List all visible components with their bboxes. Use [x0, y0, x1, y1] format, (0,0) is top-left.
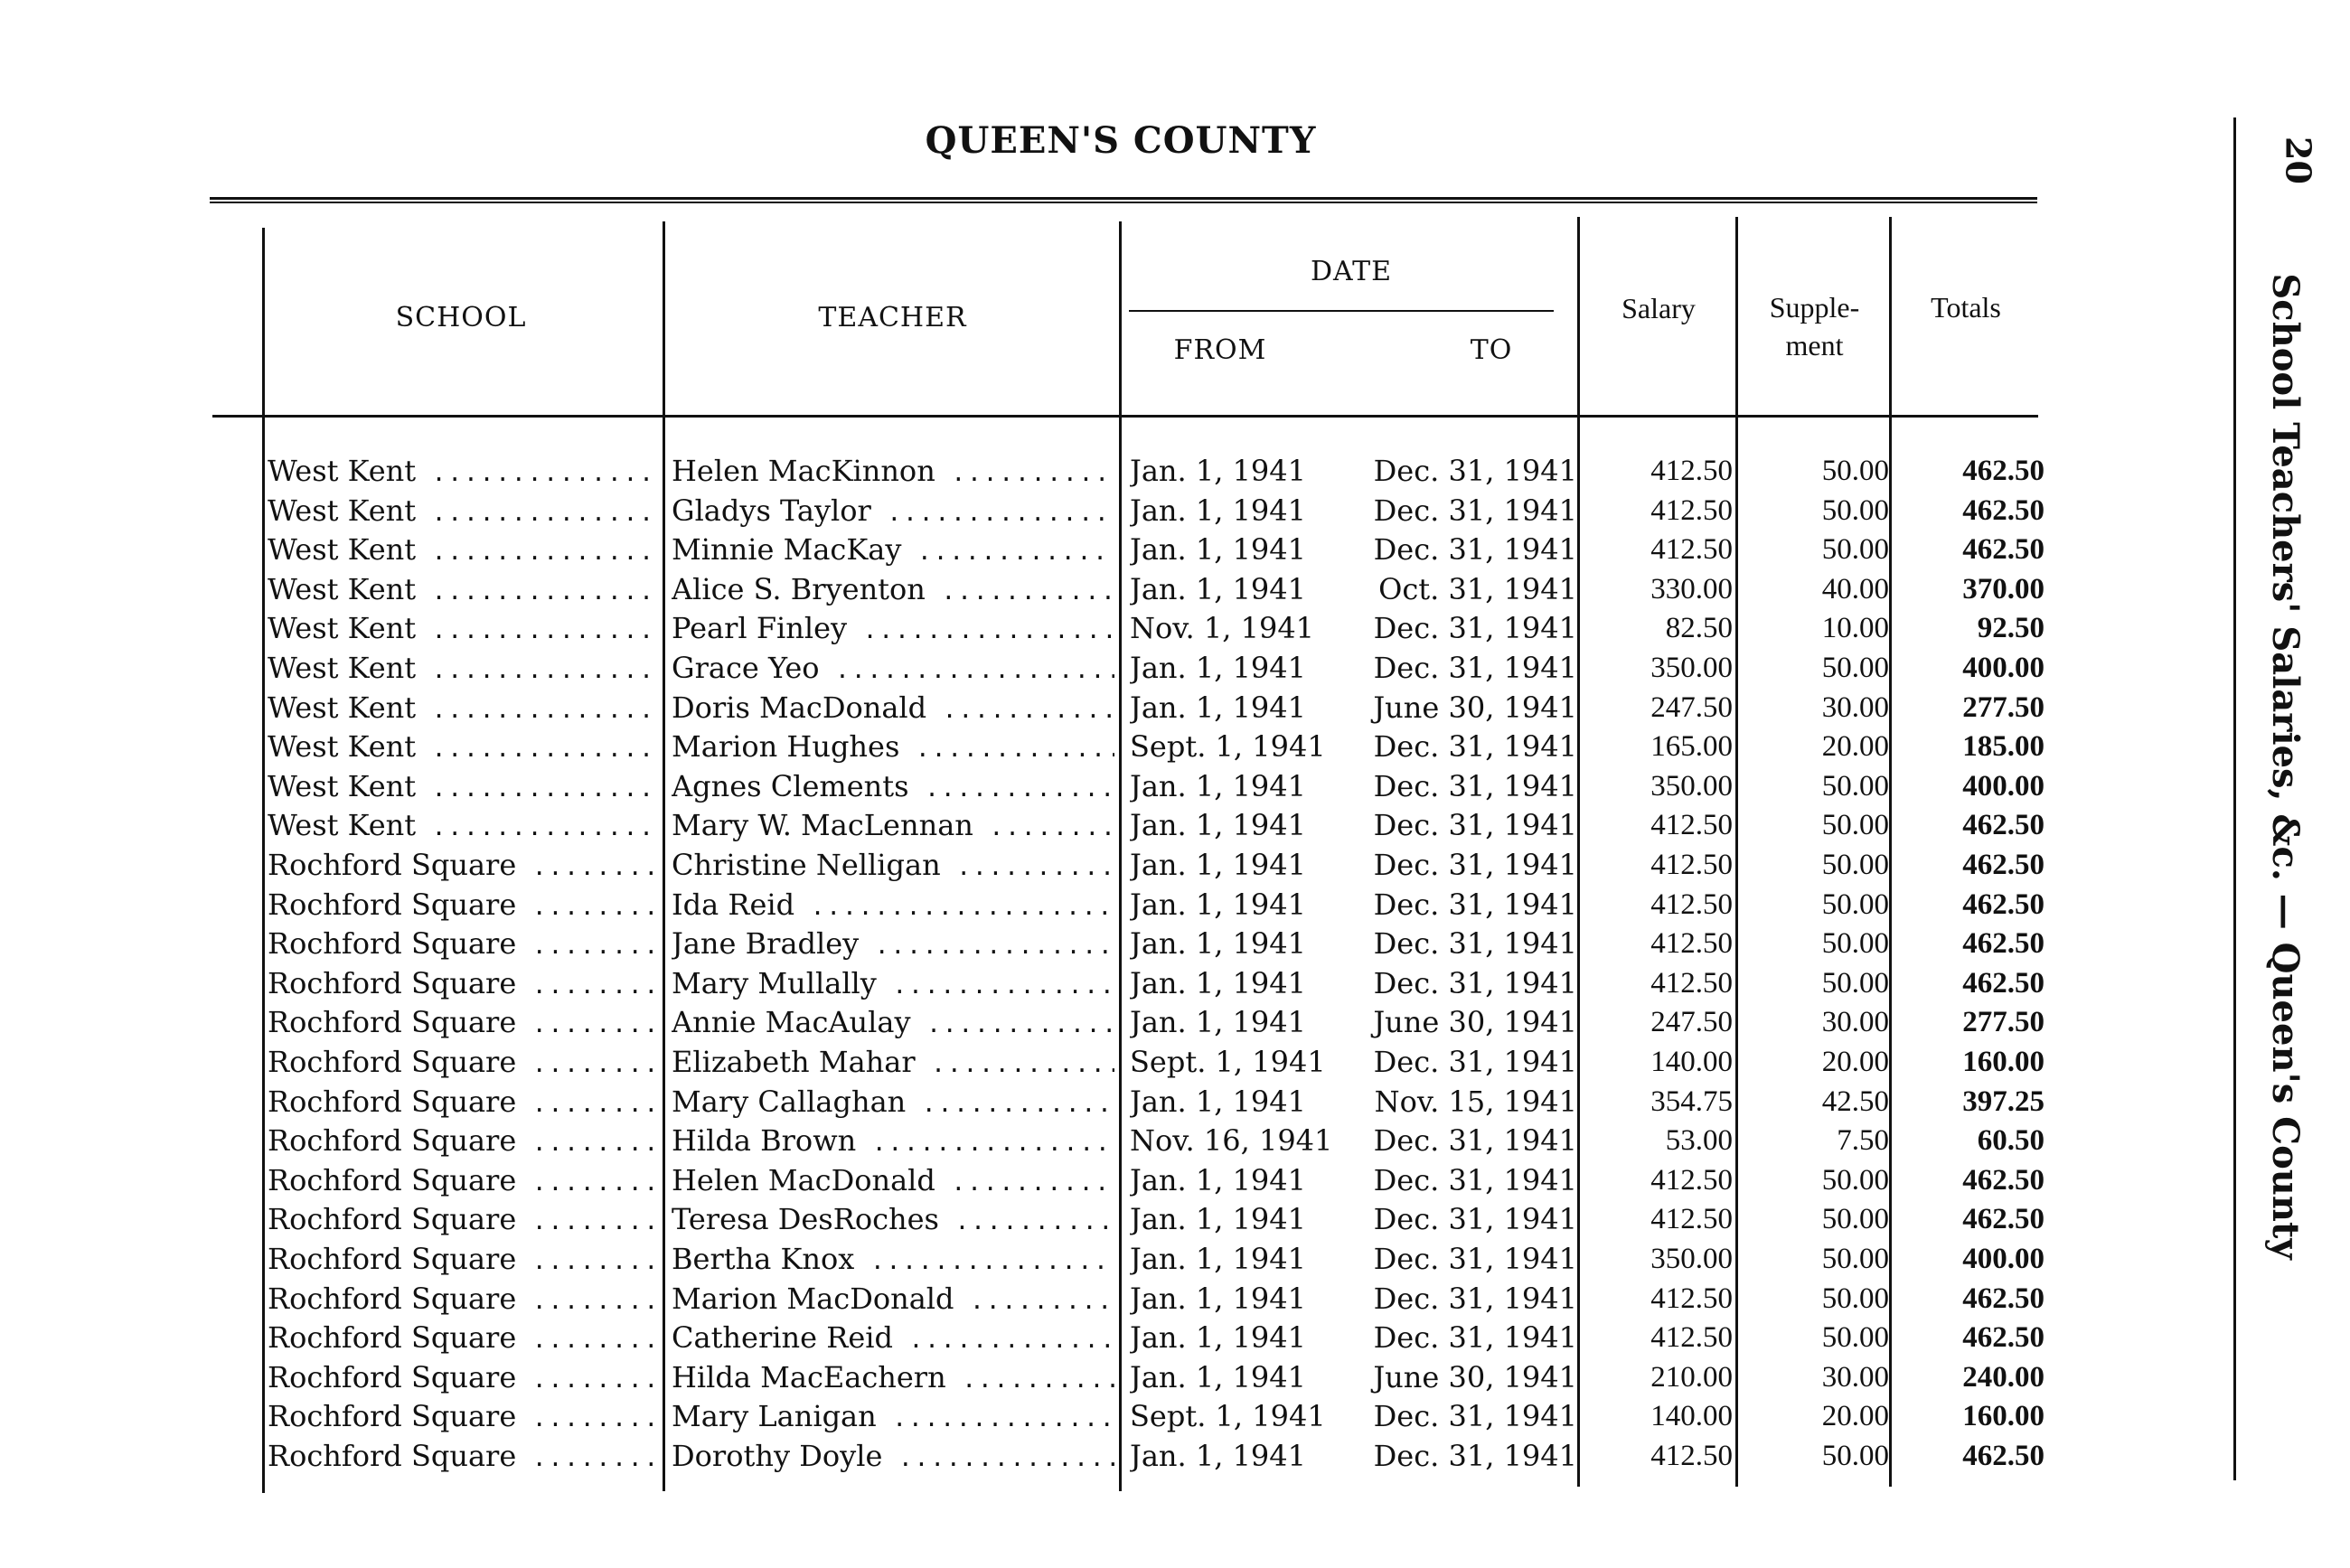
school-cell: Rochford Square .....: [268, 1200, 654, 1239]
table-row: [0, 806, 2350, 845]
date-from-cell: Jan. 1, 1941: [1130, 571, 1306, 606]
date-to-cell: Dec. 31, 1941: [1373, 532, 1577, 568]
salary-cell: 140.00: [1650, 1400, 1733, 1433]
total-cell: 277.50: [1962, 1006, 2044, 1039]
teacher-cell: Hilda Brown .....: [672, 1122, 1114, 1160]
total-cell: 462.50: [1962, 1203, 2044, 1236]
date-from-cell: Jan. 1, 1941: [1130, 1320, 1306, 1356]
salary-cell: 247.50: [1650, 1006, 1733, 1039]
date-to-cell: Nov. 15, 1941: [1374, 1084, 1577, 1119]
supplement-cell: 20.00: [1821, 1400, 1889, 1433]
salary-cell: 412.50: [1650, 1203, 1733, 1236]
total-cell: 185.00: [1962, 730, 2044, 764]
school-cell: West Kent .....: [268, 649, 654, 688]
supplement-cell: 50.00: [1821, 966, 1889, 1000]
header-double-rule: [210, 197, 2037, 203]
teacher-cell: Dorothy Doyle .....: [672, 1437, 1114, 1476]
school-cell: Rochford Square .....: [268, 1319, 654, 1357]
date-to-cell: Dec. 31, 1941: [1373, 1162, 1577, 1197]
table-row: [0, 609, 2350, 648]
date-from-cell: Nov. 1, 1941: [1130, 611, 1315, 646]
salary-cell: 412.50: [1650, 927, 1733, 961]
table-row: [0, 1161, 2350, 1200]
supplement-cell: 30.00: [1821, 690, 1889, 724]
salary-cell: 82.50: [1665, 612, 1733, 645]
teacher-cell: Mary Callaghan .....: [672, 1083, 1114, 1122]
total-cell: 462.50: [1962, 849, 2044, 881]
school-cell: Rochford Square .....: [268, 1122, 654, 1160]
teacher-cell: Elizabeth Mahar .....: [672, 1043, 1114, 1082]
date-to-cell: Dec. 31, 1941: [1373, 926, 1577, 962]
table-row: [0, 1397, 2350, 1436]
date-to-cell: Dec. 31, 1941: [1373, 848, 1577, 882]
date-to-cell: Dec. 31, 1941: [1373, 965, 1577, 1000]
supplement-cell: 50.00: [1821, 455, 1889, 487]
salary-cell: 412.50: [1650, 1163, 1733, 1197]
date-from-cell: Jan. 1, 1941: [1130, 493, 1306, 528]
header-from: FROM: [1173, 334, 1267, 366]
table-row: [0, 1122, 2350, 1160]
supplement-cell: 50.00: [1821, 1243, 1889, 1275]
date-from-cell: Jan. 1, 1941: [1130, 768, 1306, 803]
salary-cell: 350.00: [1650, 1243, 1733, 1275]
supplement-cell: 20.00: [1821, 730, 1889, 764]
table-row: [0, 570, 2350, 609]
salary-cell: 210.00: [1650, 1360, 1733, 1394]
total-cell: 462.50: [1962, 1163, 2044, 1197]
table-row: [0, 846, 2350, 885]
salary-cell: 412.50: [1650, 493, 1733, 527]
header-salary: Salary: [1622, 292, 1696, 324]
school-cell: Rochford Square .....: [268, 1003, 654, 1042]
school-cell: West Kent .....: [268, 728, 654, 766]
teacher-cell: Bertha Knox .....: [672, 1240, 1114, 1279]
table-row: [0, 1437, 2350, 1476]
date-to-cell: Dec. 31, 1941: [1373, 1399, 1577, 1434]
school-cell: West Kent .....: [268, 570, 654, 609]
school-cell: West Kent .....: [268, 806, 654, 845]
date-from-cell: Jan. 1, 1941: [1130, 926, 1306, 962]
total-cell: 462.50: [1962, 887, 2044, 921]
supplement-cell: 20.00: [1821, 1046, 1889, 1078]
header-bottom-rule: [212, 415, 2038, 418]
total-cell: 92.50: [1977, 612, 2044, 645]
total-cell: 160.00: [1962, 1400, 2044, 1433]
teacher-cell: Annie MacAulay .....: [672, 1003, 1114, 1042]
school-cell: Rochford Square .....: [268, 1240, 654, 1279]
salary-cell: 247.50: [1650, 690, 1733, 724]
total-cell: 240.00: [1962, 1360, 2044, 1394]
date-to-cell: Dec. 31, 1941: [1373, 1045, 1577, 1079]
total-cell: 462.50: [1962, 966, 2044, 1000]
supplement-cell: 50.00: [1821, 1163, 1889, 1197]
date-from-cell: Jan. 1, 1941: [1130, 532, 1306, 568]
teacher-cell: Ida Reid .....: [672, 886, 1114, 925]
date-to-cell: Dec. 31, 1941: [1373, 768, 1577, 803]
date-from-cell: Jan. 1, 1941: [1130, 690, 1306, 725]
school-cell: Rochford Square .....: [268, 964, 654, 1003]
date-to-cell: Oct. 31, 1941: [1378, 571, 1577, 606]
salary-cell: 412.50: [1650, 1321, 1733, 1355]
date-from-cell: Jan. 1, 1941: [1130, 651, 1306, 685]
teacher-cell: Alice S. Bryenton .....: [672, 570, 1114, 609]
total-cell: 462.50: [1962, 1282, 2044, 1315]
date-to-cell: June 30, 1941: [1373, 1005, 1577, 1040]
teacher-cell: Grace Yeo .....: [672, 649, 1114, 688]
table-row: [0, 530, 2350, 569]
teacher-cell: Gladys Taylor .....: [672, 492, 1114, 530]
total-cell: 462.50: [1962, 533, 2044, 567]
teacher-cell: Jane Bradley .....: [672, 925, 1114, 963]
table-row: [0, 1200, 2350, 1239]
header-to: TO: [1470, 334, 1513, 366]
date-to-cell: June 30, 1941: [1373, 690, 1577, 725]
date-to-cell: Dec. 31, 1941: [1373, 493, 1577, 528]
table-row: [0, 689, 2350, 728]
teacher-cell: Pearl Finley .....: [672, 609, 1114, 648]
salary-cell: 412.50: [1650, 1282, 1733, 1315]
date-from-cell: Jan. 1, 1941: [1130, 1439, 1306, 1473]
school-cell: Rochford Square .....: [268, 1437, 654, 1476]
header-school: SCHOOL: [395, 302, 527, 333]
supplement-cell: 50.00: [1821, 533, 1889, 567]
supplement-cell: 40.00: [1821, 572, 1889, 606]
teacher-cell: Minnie MacKay .....: [672, 530, 1114, 569]
school-cell: Rochford Square .....: [268, 1161, 654, 1200]
total-cell: 400.00: [1962, 769, 2044, 803]
teacher-cell: Mary W. MacLennan .....: [672, 806, 1114, 845]
table-row: [0, 728, 2350, 766]
total-cell: 462.50: [1962, 493, 2044, 527]
date-to-cell: Dec. 31, 1941: [1373, 887, 1577, 922]
school-cell: West Kent .....: [268, 767, 654, 806]
header-teacher: TEACHER: [818, 302, 967, 333]
table-row: [0, 492, 2350, 530]
total-cell: 400.00: [1962, 652, 2044, 684]
teacher-cell: Agnes Clements .....: [672, 767, 1114, 806]
date-header-rule: [1129, 310, 1554, 312]
salary-cell: 330.00: [1650, 572, 1733, 606]
header-supplement-line2: ment: [1785, 329, 1844, 361]
salary-cell: 350.00: [1650, 769, 1733, 803]
teacher-cell: Christine Nelligan .....: [672, 846, 1114, 885]
date-to-cell: Dec. 31, 1941: [1373, 1281, 1577, 1316]
supplement-cell: 30.00: [1821, 1360, 1889, 1394]
total-cell: 462.50: [1962, 1321, 2044, 1355]
date-from-cell: Jan. 1, 1941: [1130, 1162, 1306, 1197]
date-to-cell: Dec. 31, 1941: [1373, 1123, 1577, 1159]
salary-cell: 350.00: [1650, 652, 1733, 684]
header-supplement-line1: Supple-: [1769, 291, 1860, 324]
date-from-cell: Sept. 1, 1941: [1130, 729, 1326, 765]
supplement-cell: 50.00: [1821, 849, 1889, 881]
date-from-cell: Jan. 1, 1941: [1130, 1202, 1306, 1237]
teacher-cell: Doris MacDonald .....: [672, 689, 1114, 728]
supplement-cell: 50.00: [1821, 652, 1889, 684]
total-cell: 397.25: [1962, 1084, 2044, 1118]
running-head: School Teachers' Salaries, &c. — Queen's County: [2264, 273, 2307, 1260]
school-cell: West Kent .....: [268, 452, 654, 491]
school-cell: Rochford Square .....: [268, 1083, 654, 1122]
salary-cell: 412.50: [1650, 887, 1733, 921]
page-title: QUEEN'S COUNTY: [925, 119, 1317, 162]
date-from-cell: Jan. 1, 1941: [1130, 808, 1306, 843]
table-row: [0, 886, 2350, 925]
supplement-cell: 50.00: [1821, 927, 1889, 961]
school-cell: West Kent .....: [268, 492, 654, 530]
supplement-cell: 30.00: [1821, 1006, 1889, 1039]
date-from-cell: Jan. 1, 1941: [1130, 887, 1306, 922]
school-cell: Rochford Square .....: [268, 925, 654, 963]
date-from-cell: Jan. 1, 1941: [1130, 965, 1306, 1000]
date-from-cell: Jan. 1, 1941: [1130, 1005, 1306, 1040]
school-cell: Rochford Square .....: [268, 1280, 654, 1319]
supplement-cell: 50.00: [1821, 769, 1889, 803]
date-from-cell: Jan. 1, 1941: [1130, 454, 1306, 488]
supplement-cell: 50.00: [1821, 1203, 1889, 1236]
date-to-cell: Dec. 31, 1941: [1373, 651, 1577, 685]
school-cell: West Kent .....: [268, 530, 654, 569]
school-cell: Rochford Square .....: [268, 1043, 654, 1082]
teacher-cell: Catherine Reid .....: [672, 1319, 1114, 1357]
school-cell: Rochford Square .....: [268, 1397, 654, 1436]
salary-cell: 165.00: [1650, 730, 1733, 764]
table-row: [0, 1240, 2350, 1279]
salary-cell: 412.50: [1650, 533, 1733, 567]
date-to-cell: Dec. 31, 1941: [1373, 611, 1577, 646]
date-from-cell: Jan. 1, 1941: [1130, 1359, 1306, 1394]
date-from-cell: Jan. 1, 1941: [1130, 1084, 1306, 1119]
supplement-cell: 10.00: [1821, 612, 1889, 645]
table-row: [0, 925, 2350, 963]
teacher-cell: Helen MacDonald .....: [672, 1161, 1114, 1200]
date-to-cell: Dec. 31, 1941: [1373, 729, 1577, 765]
header-date: DATE: [1311, 256, 1392, 287]
supplement-cell: 50.00: [1821, 1282, 1889, 1315]
table-row: [0, 1083, 2350, 1122]
table-row: [0, 767, 2350, 806]
date-to-cell: Dec. 31, 1941: [1373, 1320, 1577, 1356]
total-cell: 462.50: [1962, 927, 2044, 961]
total-cell: 462.50: [1962, 455, 2044, 487]
date-to-cell: June 30, 1941: [1373, 1359, 1577, 1394]
date-to-cell: Dec. 31, 1941: [1373, 1202, 1577, 1237]
date-to-cell: Dec. 31, 1941: [1373, 1439, 1577, 1473]
total-cell: 462.50: [1962, 1440, 2044, 1472]
total-cell: 370.00: [1962, 572, 2044, 606]
salary-cell: 140.00: [1650, 1046, 1733, 1078]
supplement-cell: 42.50: [1821, 1084, 1889, 1118]
date-to-cell: Dec. 31, 1941: [1373, 808, 1577, 843]
teacher-cell: Mary Mullally .....: [672, 964, 1114, 1003]
salary-cell: 412.50: [1650, 849, 1733, 881]
date-from-cell: Sept. 1, 1941: [1130, 1399, 1326, 1434]
total-cell: 462.50: [1962, 809, 2044, 842]
margin-rule: [2233, 117, 2236, 1480]
table-row: [0, 1043, 2350, 1082]
page-number: 20: [2278, 136, 2319, 184]
school-cell: Rochford Square .....: [268, 846, 654, 885]
total-cell: 160.00: [1962, 1046, 2044, 1078]
teacher-cell: Marion MacDonald .....: [672, 1280, 1114, 1319]
date-from-cell: Nov. 16, 1941: [1130, 1123, 1333, 1159]
teacher-cell: Marion Hughes .....: [672, 728, 1114, 766]
supplement-cell: 50.00: [1821, 1321, 1889, 1355]
school-cell: Rochford Square .....: [268, 1358, 654, 1397]
school-cell: West Kent .....: [268, 609, 654, 648]
supplement-cell: 50.00: [1821, 493, 1889, 527]
table-row: [0, 649, 2350, 688]
salary-cell: 354.75: [1650, 1084, 1733, 1118]
teacher-cell: Hilda MacEachern .....: [672, 1358, 1114, 1397]
supplement-cell: 7.50: [1837, 1124, 1889, 1158]
salary-cell: 412.50: [1650, 1440, 1733, 1472]
table-row: [0, 1280, 2350, 1319]
salary-cell: 412.50: [1650, 455, 1733, 487]
table-row: [0, 1003, 2350, 1042]
date-from-cell: Jan. 1, 1941: [1130, 1242, 1306, 1276]
supplement-cell: 50.00: [1821, 1440, 1889, 1472]
salary-cell: 53.00: [1665, 1124, 1733, 1158]
supplement-cell: 50.00: [1821, 809, 1889, 842]
date-to-cell: Dec. 31, 1941: [1373, 1242, 1577, 1276]
date-to-cell: Dec. 31, 1941: [1373, 454, 1577, 488]
header-totals: Totals: [1931, 291, 2001, 324]
date-from-cell: Sept. 1, 1941: [1130, 1045, 1326, 1079]
total-cell: 400.00: [1962, 1243, 2044, 1275]
table-row: [0, 1358, 2350, 1397]
table-row: [0, 452, 2350, 491]
total-cell: 277.50: [1962, 690, 2044, 724]
teacher-cell: Teresa DesRoches .....: [672, 1200, 1114, 1239]
teacher-cell: Mary Lanigan .....: [672, 1397, 1114, 1436]
teacher-cell: Helen MacKinnon .....: [672, 452, 1114, 491]
table-row: [0, 1319, 2350, 1357]
school-cell: West Kent .....: [268, 689, 654, 728]
date-from-cell: Jan. 1, 1941: [1130, 1281, 1306, 1316]
salary-cell: 412.50: [1650, 809, 1733, 842]
total-cell: 60.50: [1977, 1124, 2044, 1158]
date-from-cell: Jan. 1, 1941: [1130, 848, 1306, 882]
school-cell: Rochford Square .....: [268, 886, 654, 925]
salary-cell: 412.50: [1650, 966, 1733, 1000]
supplement-cell: 50.00: [1821, 887, 1889, 921]
table-row: [0, 964, 2350, 1003]
